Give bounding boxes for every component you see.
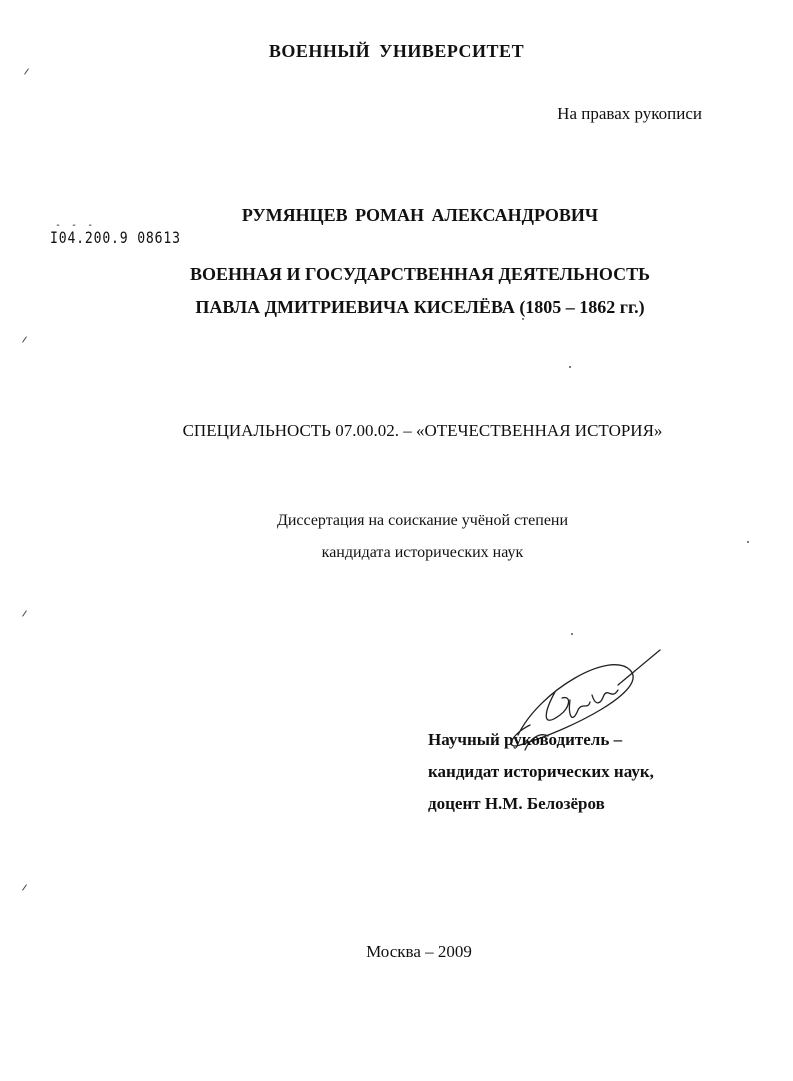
- dissertation-line-2: кандидата исторических наук: [321, 544, 524, 561]
- scan-mark: [22, 884, 27, 890]
- signature: [500, 640, 680, 770]
- scan-speck: [747, 541, 749, 543]
- scan-mark: [22, 610, 27, 616]
- scan-speck: [571, 633, 573, 635]
- specialty: СПЕЦИАЛЬНОСТЬ 07.00.02. – «ОТЕЧЕСТВЕННАЯ ИСТОРИЯ»: [182, 421, 663, 440]
- supervisor-line-3: доцент Н.М. Белозёров: [428, 794, 605, 813]
- scan-speck: [569, 366, 571, 368]
- university-name: ВОЕННЫЙ УНИВЕРСИТЕТ: [268, 41, 525, 61]
- thesis-title-line-1: ВОЕННАЯ И ГОСУДАРСТВЕННАЯ ДЕЯТЕЛЬНОСТЬ: [189, 264, 651, 284]
- supervisor-line-1: Научный руководитель –: [428, 730, 623, 749]
- scan-mark: [24, 68, 29, 74]
- thesis-title-line-2: ПАВЛА ДМИТРИЕВИЧА КИСЕЛЁВА (1805 – 1862 гг.): [195, 297, 645, 317]
- supervisor-line-2: кандидат исторических наук,: [428, 762, 654, 781]
- signature-stroke: [618, 650, 660, 685]
- rights-note: На правах рукописи: [557, 104, 702, 123]
- signature-stroke: [569, 700, 590, 717]
- stamp-mark: - - -: [55, 220, 96, 231]
- scan-mark: [22, 336, 27, 342]
- dissertation-line-1: Диссертация на соискание учёной степени: [276, 512, 569, 529]
- author-name: РУМЯНЦЕВ РОМАН АЛЕКСАНДРОВИЧ: [241, 205, 599, 225]
- library-stamp-number: I04.200.9 08613: [50, 228, 181, 247]
- scan-speck: [522, 318, 524, 320]
- city-year: Москва – 2009: [366, 942, 472, 961]
